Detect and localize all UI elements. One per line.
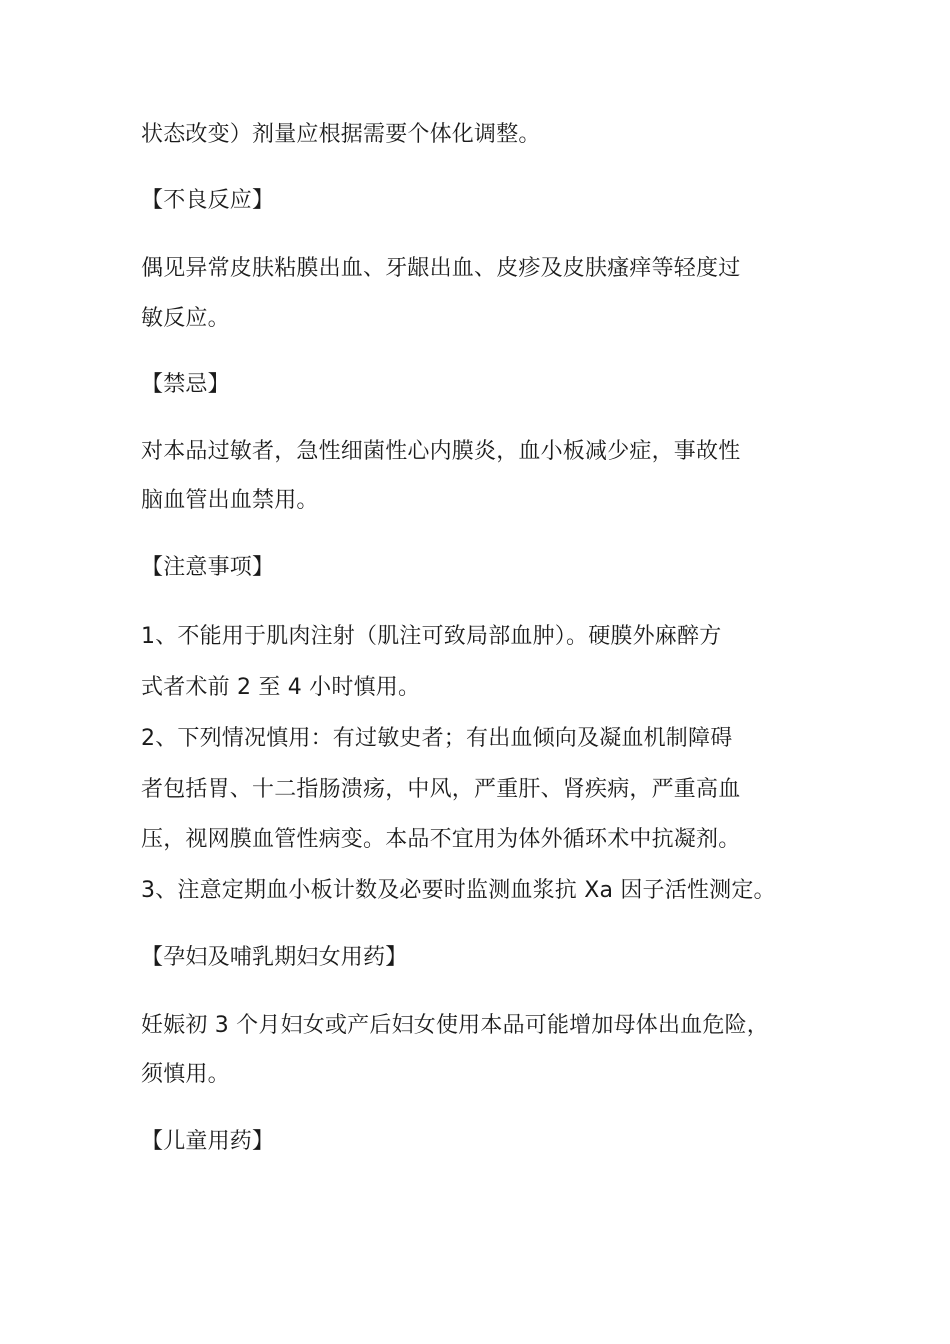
text-line-precautions-3: 3、注意定期血小板计数及必要时监测血浆抗 Xa 因子活性测定。 <box>141 878 776 903</box>
section-heading-adverse-reactions: 【不良反应】 <box>141 188 275 213</box>
text-line-contraindications-2: 脑血管出血禁用。 <box>141 488 319 513</box>
text-line-adverse-reactions-2: 敏反应。 <box>141 306 230 331</box>
text-line-precautions-2a: 2、下列情况慎用：有过敏史者；有出血倾向及凝血机制障碍 <box>141 726 733 751</box>
text-line-precautions-2b: 者包括胃、十二指肠溃疡，中风，严重肝、肾疾病，严重高血 <box>141 777 741 802</box>
text-line-precautions-2c: 压，视网膜血管性病变。本品不宜用为体外循环术中抗凝剂。 <box>141 827 741 852</box>
text-line-precautions-1a: 1、不能用于肌肉注射（肌注可致局部血肿）。硬膜外麻醉方 <box>141 624 722 649</box>
text-line-pregnancy-2: 须慎用。 <box>141 1062 230 1087</box>
text-line-adverse-reactions-1: 偶见异常皮肤粘膜出血、牙龈出血、皮疹及皮肤瘙痒等轻度过 <box>141 256 741 281</box>
text-line-contraindications-1: 对本品过敏者，急性细菌性心内膜炎，血小板减少症，事故性 <box>141 439 741 464</box>
section-heading-precautions: 【注意事项】 <box>141 555 275 580</box>
section-heading-pregnancy-lactation: 【孕妇及哺乳期妇女用药】 <box>141 945 408 970</box>
text-line-pregnancy-1: 妊娠初 3 个月妇女或产后妇女使用本品可能增加母体出血危险， <box>141 1013 769 1038</box>
text-line-dosage-continuation: 状态改变）剂量应根据需要个体化调整。 <box>141 122 541 147</box>
section-heading-pediatric-use: 【儿童用药】 <box>141 1129 275 1154</box>
section-heading-contraindications: 【禁忌】 <box>141 372 230 397</box>
text-line-precautions-1b: 式者术前 2 至 4 小时慎用。 <box>141 675 421 700</box>
